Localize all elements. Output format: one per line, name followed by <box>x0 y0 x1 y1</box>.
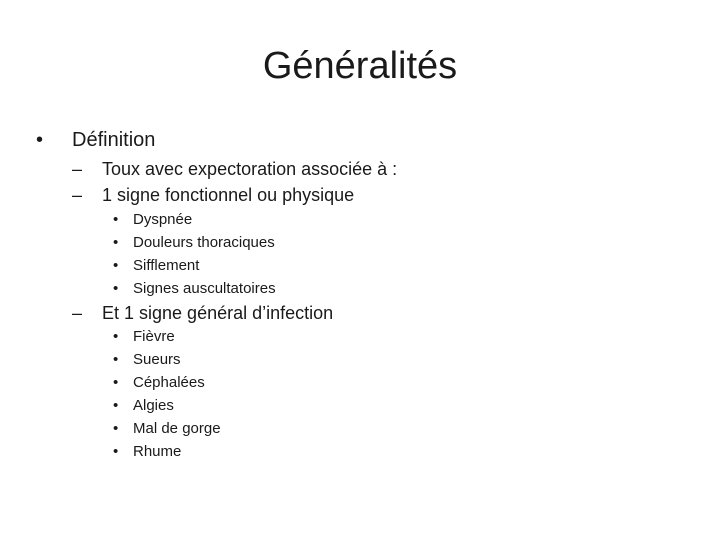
list-item-text: Sifflement <box>133 257 200 274</box>
bullet-marker: • <box>36 129 44 151</box>
list-item-algies <box>113 396 174 415</box>
list-item-sifflement <box>113 256 199 275</box>
list-item-dyspnee <box>113 210 192 229</box>
list-item-text: Douleurs thoraciques <box>133 234 275 251</box>
list-item-text: Algies <box>133 397 174 414</box>
dash-marker: – <box>72 303 83 323</box>
list-item-sueurs <box>113 350 181 369</box>
list-item-text: Signes auscultatoires <box>133 280 276 297</box>
bullet-marker: • <box>113 397 119 414</box>
sub-item-text: Toux avec expectoration associée à : <box>102 159 398 179</box>
bullet-marker: • <box>113 374 119 391</box>
bullet-marker: • <box>113 443 119 460</box>
list-item-auscultatoires <box>113 279 276 298</box>
sub-item-signe-general <box>72 302 333 324</box>
dash-marker: – <box>72 159 83 179</box>
list-item-mal-de-gorge <box>113 419 221 438</box>
bullet-marker: • <box>113 211 119 228</box>
bullet-marker: • <box>113 420 119 437</box>
bullet-text: Définition <box>72 129 156 151</box>
bullet-marker: • <box>113 280 119 297</box>
dash-marker: – <box>72 185 83 205</box>
list-item-text: Rhume <box>133 443 182 460</box>
list-item-text: Céphalées <box>133 374 205 391</box>
list-item-text: Mal de gorge <box>133 420 221 437</box>
list-item-fievre <box>113 327 175 346</box>
list-item-text: Dyspnée <box>133 211 193 228</box>
slide-title: Généralités <box>262 45 458 87</box>
bullet-marker: • <box>113 257 119 274</box>
sub-item-toux <box>72 158 397 180</box>
list-item-rhume <box>113 442 181 461</box>
list-item-text: Fièvre <box>133 328 175 345</box>
list-item-cephalees <box>113 373 205 392</box>
bullet-marker: • <box>113 328 119 345</box>
bullet-marker: • <box>113 234 119 251</box>
sub-item-text: 1 signe fonctionnel ou physique <box>102 185 355 205</box>
bullet-marker: • <box>113 351 119 368</box>
sub-item-text: Et 1 signe général d’infection <box>102 303 334 323</box>
bullet-definition <box>36 128 155 152</box>
list-item-douleurs <box>113 233 275 252</box>
list-item-text: Sueurs <box>133 351 181 368</box>
sub-item-signe-fonctionnel <box>72 184 354 206</box>
